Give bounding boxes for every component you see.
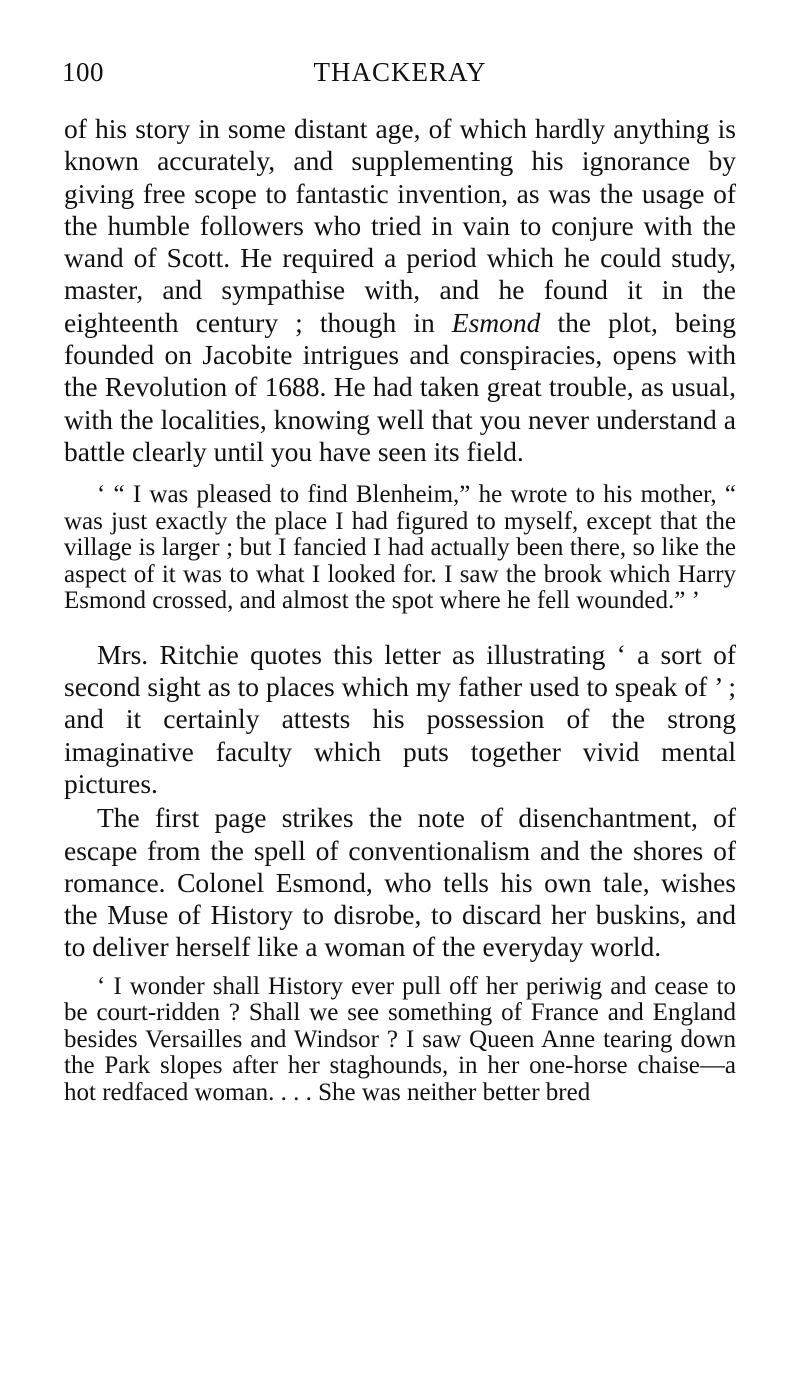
page-header [62,57,738,93]
paragraph-text-end: the plot, being founded on Jacobite intrigues and conspiracies, opens with the Revolution of 1688. He had taken great trouble, as usual, with the localities, knowing well that you never understand a battle clearly until you have seen its field. [64,306,736,467]
book-title-esmond: Esmond [451,306,541,338]
history-periwig-quote: ‘ I wonder shall History ever pull off her periwig and cease to be court-ridden ? Shall we see something of France and England besides Versailles and Windsor ? I saw Queen Anne tearing down the Park slopes after her staghounds, in her one-horse chaise—a hot redfaced woman. . . . She was neither better bred [64,972,736,1106]
paragraph-text: of his story in some distant age, of which hardly anything is known accurately, and supplementing his ignorance by giving free scope to fantastic invention, as was the usage of the humble followers who tried in vain to conjure with the wand of Scott. He required a period which he could study, master, and sympathise with, and he found it in the eighteenth century ; though in [64,113,736,338]
page-body [64,113,736,1106]
blenheim-letter-quote: ‘ “ I was pleased to find Blenheim,” he wrote to his mother, “ was just exactly the place I had figured to myself, except that the village is larger ; but I fancied I had actually been there, so like the aspect of it was to what I looked for. I saw the brook which Harry Esmond crossed, and almost the spot where he fell wounded.” ’ [64,481,736,615]
running-title: THACKERAY [313,57,487,87]
paragraph-continued [64,113,736,468]
page-number: 100 [62,57,104,87]
ritchie-paragraph: Mrs. Ritchie quotes this letter as illustrating ‘ a sort of second sight as to places which my father used to speak of ’ ; and it certainly attests his possession of the strong imaginative faculty which puts together vivid mental pictures. [64,638,736,799]
first-page-paragraph: The first page strikes the note of disenchantment, of escape from the spell of conventionalism and the shores of romance. Colonel Esmond, who tells his own tale, wishes the Muse of History to disrobe, to discard her buskins, and to deliver herself like a woman of the everyday world. [64,802,736,963]
